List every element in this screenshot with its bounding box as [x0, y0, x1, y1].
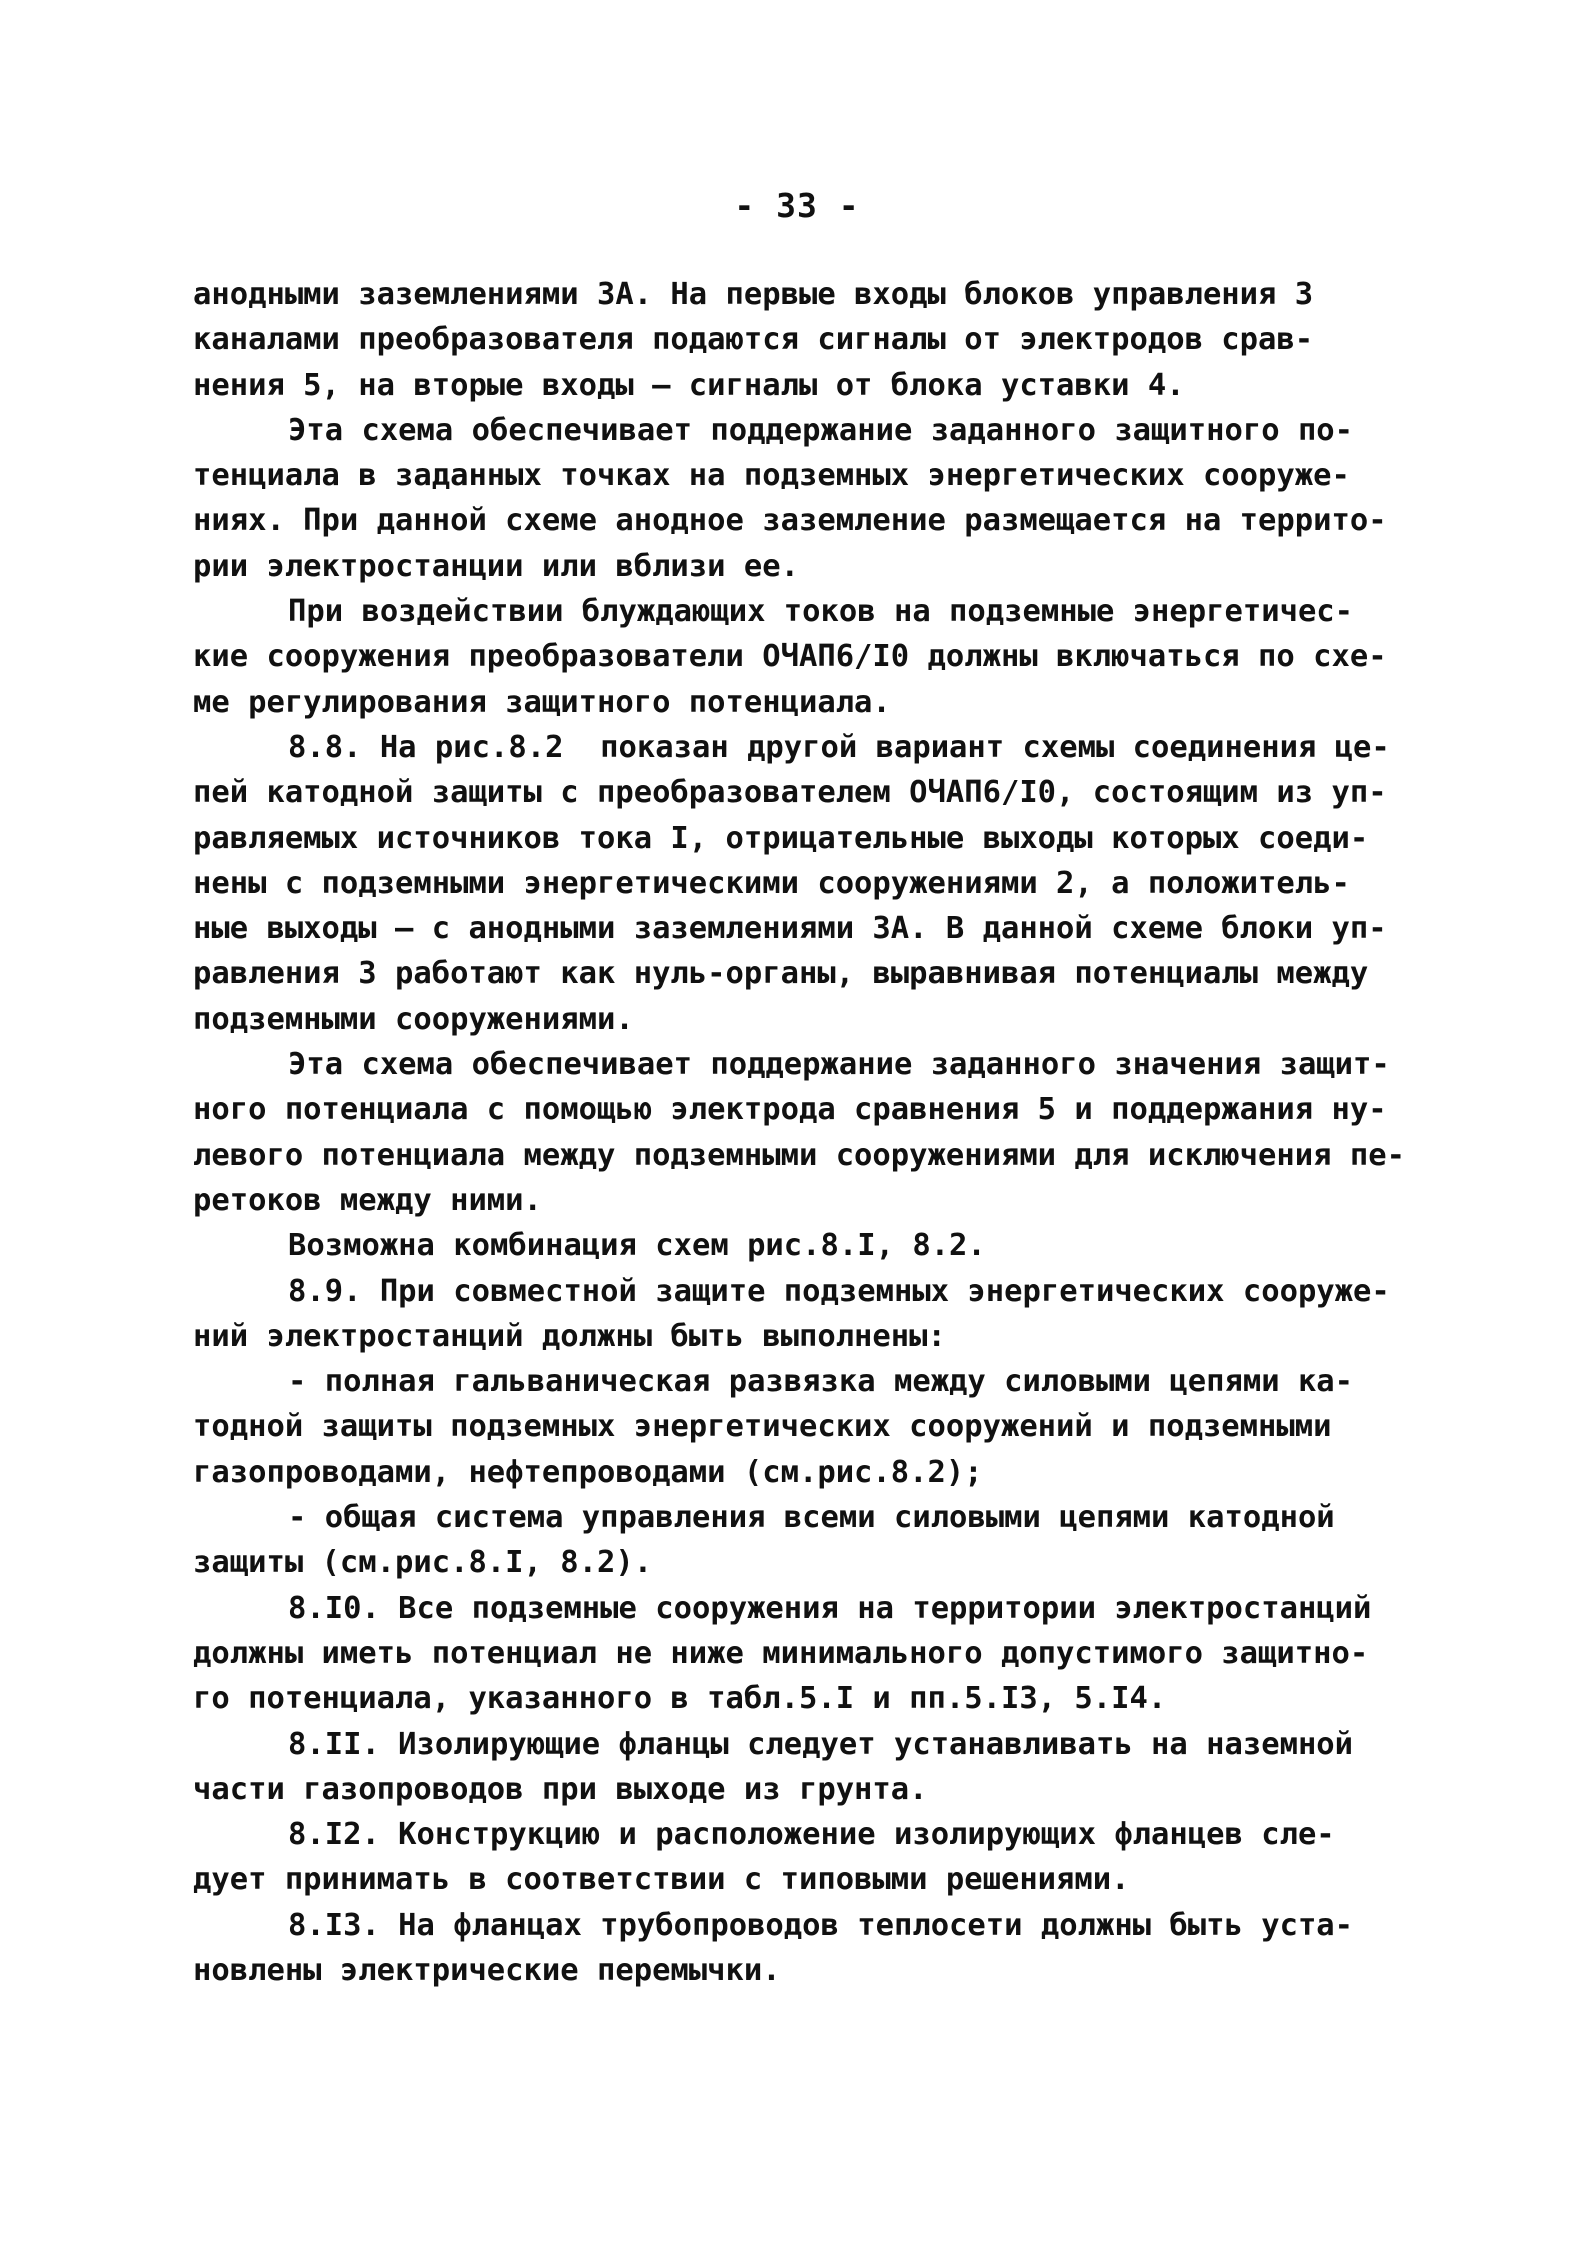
text-line: тодной защиты подземных энергетических сооружений и подземными [193, 1409, 1332, 1445]
text-line: 8.I0. Все подземные сооружения на территории электростанций [288, 1590, 1372, 1626]
text-line: 8.9. При совместной защите подземных энергетических сооруже- [288, 1273, 1390, 1309]
text-line: анодными заземлениями 3А. На первые входы блоков управления 3 [193, 277, 1314, 312]
text-line: ме регулирования защитного потенциала. [193, 684, 891, 720]
text-line: Эта схема обеспечивает поддержание заданного значения защит- [288, 1047, 1390, 1083]
text-line: части газопроводов при выходе из грунта. [193, 1771, 928, 1807]
text-line: ниях. При данной схеме анодное заземление размещается на террито- [193, 503, 1387, 539]
text-line: равляемых источников тока I, отрицательные выходы которых соеди- [193, 820, 1369, 856]
text-line: подземными сооружениями. [193, 1001, 634, 1037]
text-line: кие сооружения преобразователи ОЧАП6/I0 должны включаться по схе- [193, 639, 1387, 675]
text-line: газопроводами, нефтепроводами (см.рис.8.2); [193, 1454, 983, 1490]
text-line: пей катодной защиты с преобразователем ОЧАП6/I0, состоящим из уп- [193, 775, 1387, 811]
text-line: 8.I2. Конструкцию и расположение изолирующих фланцев сле- [288, 1817, 1335, 1853]
text-line: го потенциала, указанного в табл.5.I и пп.5.I3, 5.I4. [193, 1681, 1167, 1717]
text-line: рии электростанции или вблизи ее. [193, 548, 799, 584]
text-line: - полная гальваническая развязка между силовыми цепями ка- [288, 1364, 1354, 1400]
text-line: ретоков между ними. [193, 1182, 542, 1218]
document-text-body [193, 272, 1428, 1993]
text-line: 8.II. Изолирующие фланцы следует устанавливать на наземной [288, 1726, 1354, 1762]
text-line: левого потенциала между подземными сооружениями для исключения пе- [193, 1137, 1405, 1173]
text-line: тенциала в заданных точках на подземных энергетических сооруже- [193, 458, 1350, 494]
text-line: 8.I3. На фланцах трубопроводов теплосети должны быть уста- [288, 1907, 1354, 1943]
text-line: Эта схема обеспечивает поддержание заданного защитного по- [288, 412, 1354, 448]
text-line: защиты (см.рис.8.I, 8.2). [193, 1545, 653, 1581]
text-line: 8.8. На рис.8.2 показан другой вариант схемы соединения це- [288, 729, 1390, 765]
text-line: нения 5, на вторые входы – сигналы от блока уставки 4. [193, 367, 1185, 403]
text-line: дует принимать в соответствии с типовыми решениями. [193, 1862, 1130, 1898]
text-line: каналами преобразователя подаются сигналы от электродов срав- [193, 322, 1314, 358]
text-line: нены с подземными энергетическими сооружениями 2, а положитель- [193, 865, 1350, 901]
page-number: - 33 - [734, 186, 860, 225]
text-line: ные выходы – с анодными заземлениями 3А. В данной схеме блоки уп- [193, 911, 1387, 947]
text-line: При воздействии блуждающих токов на подземные энергетичес- [288, 594, 1354, 630]
text-line: ний электростанций должны быть выполнены: [193, 1318, 946, 1354]
text-line: - общая система управления всеми силовыми цепями катодной [288, 1500, 1335, 1536]
text-line: равления 3 работают как нуль-органы, выравнивая потенциалы между [193, 956, 1369, 992]
text-line: должны иметь потенциал не ниже минимального допустимого защитно- [193, 1635, 1369, 1671]
text-line: Возможна комбинация схем рис.8.I, 8.2. [288, 1228, 986, 1264]
text-line: новлены электрические перемычки. [193, 1952, 781, 1988]
text-line: ного потенциала с помощью электрода сравнения 5 и поддержания ну- [193, 1092, 1387, 1128]
